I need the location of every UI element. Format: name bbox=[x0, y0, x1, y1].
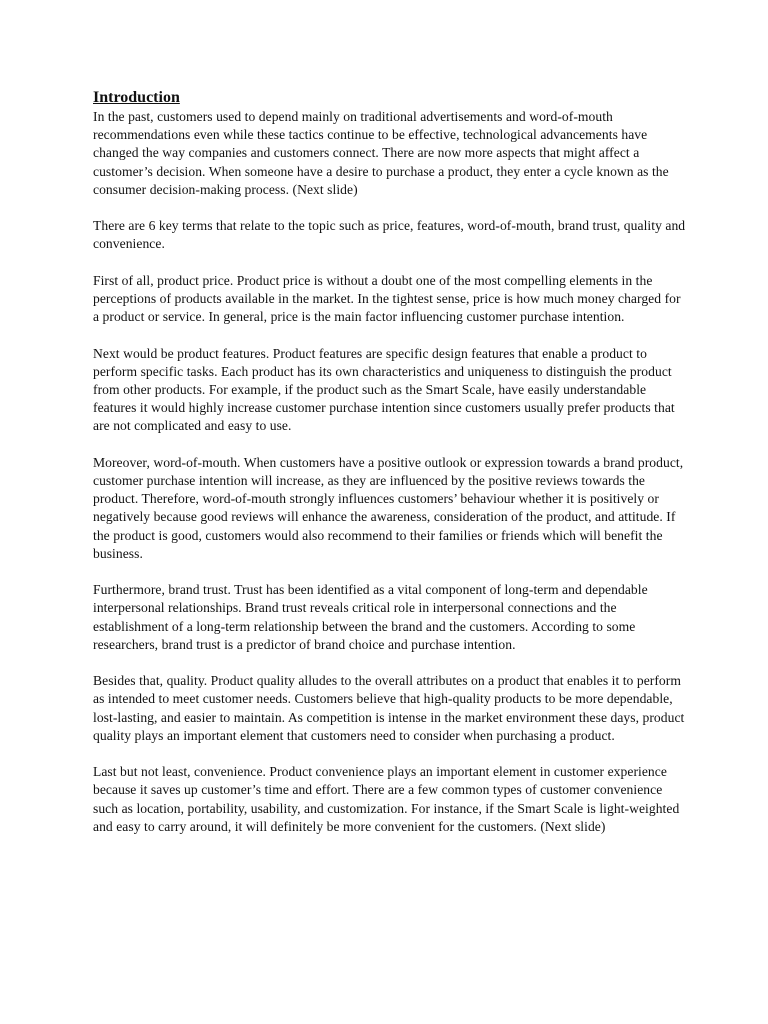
paragraph-convenience: Last but not least, convenience. Product convenience plays an important element in customer experience because it saves up customer’s time and effort. There are a few common types of customer convenience such as location, portability, usability, and customization. For instance, if the Smart Scale is light-weighted and easy to carry around, it will definitely be more convenient for the customers. (Next slide) bbox=[93, 764, 680, 834]
paragraph-features: Next would be product features. Product features are specific design features that enable a product to perform specific tasks. Each product has its own characteristics and uniqueness to distinguish the product from other products. For example, if the product such as the Smart Scale, have easily understandable features it would highly increase customer purchase intention since customers usually prefer products that are not complicated and easy to use. bbox=[93, 345, 675, 434]
paragraph-intro: In the past, customers used to depend mainly on traditional advertisements and word-of-mouth recommendations even while these tactics continue to be effective, technological advancements have changed the way companies and customers connect. There are now more aspects that might affect a customer’s decision. When someone have a desire to purchase a product, they enter a cycle known as the consumer decision-making process. (Next slide) bbox=[93, 109, 669, 197]
paragraph-word-of-mouth: Moreover, word-of-mouth. When customers have a positive outlook or expression towards a brand product, customer purchase intention will increase, as they are influenced by the positive reviews towards the product. Therefore, word-of-mouth strongly influences customers’ behaviour whether it is positively or negatively because good reviews will enhance the awareness, consideration of the product, and attitude. If the product is good, customers would also recommend to their families or friends which will benefit the business. bbox=[93, 454, 684, 561]
document-title: Introduction bbox=[93, 89, 180, 106]
paragraph-price: First of all, product price. Product price is without a doubt one of the most compelling elements in the perceptions of products available in the market. In the tightest sense, price is how much money charged for a product or service. In general, price is the main factor influencing customer purchase intention. bbox=[93, 272, 681, 325]
paragraph-key-terms: There are 6 key terms that relate to the topic such as price, features, word-of-mouth, brand trust, quality and convenience. bbox=[93, 218, 686, 252]
paragraph-brand-trust: Furthermore, brand trust. Trust has been identified as a vital component of long-term and dependable interpersonal relationships. Brand trust reveals critical role in interpersonal connections and the establishment of a long-term relationship between the brand and the customers. According to some researchers, brand trust is a predictor of brand choice and purchase intention. bbox=[93, 582, 648, 652]
paragraph-quality: Besides that, quality. Product quality alludes to the overall attributes on a product that enables it to perform as intended to meet customer needs. Customers believe that high-quality products to be more dependable, lost-lasting, and easier to maintain. As competition is intense in the market environment these days, product quality plays an important element that customers need to consider when purchasing a product. bbox=[93, 673, 685, 743]
